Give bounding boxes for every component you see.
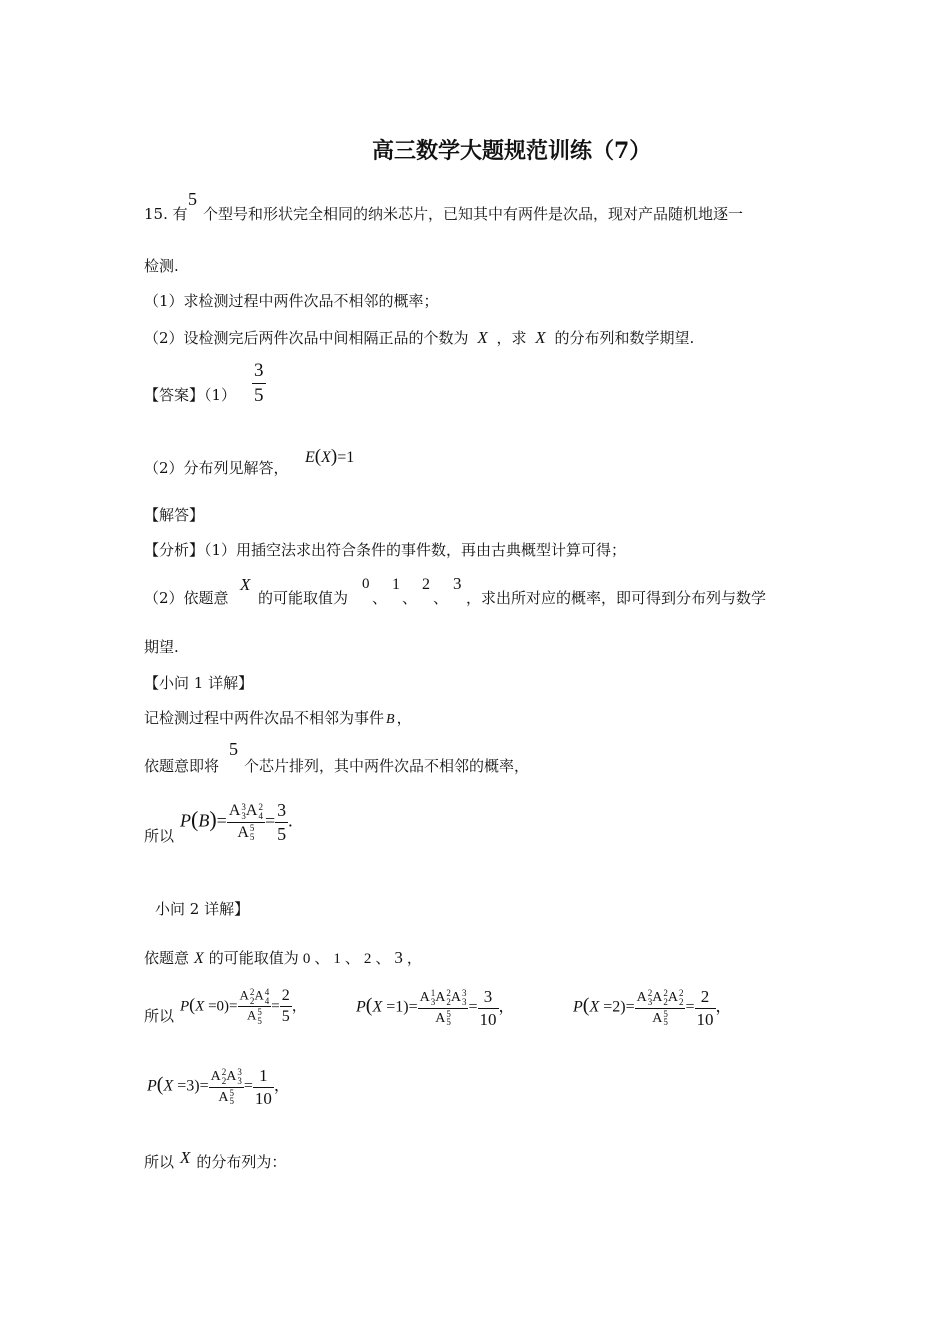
fraction-numerator: 3 (275, 800, 288, 823)
math-x: X (477, 328, 488, 347)
question-part2-text-b: ，求 (496, 329, 527, 347)
probability-x1: P(X =1)= A 1 3 A 2 2 A 3 3 A 5 5 = $\frac{3}{10}$ ， (356, 987, 515, 1029)
fraction-numerator: 2 (280, 987, 292, 1007)
question-text-line1: 个型号和形状完全相同的纳米芯片，已知其中有两件是次品，现对产品随机地逐一 (203, 205, 744, 223)
fraction-numerator: 3 (478, 987, 499, 1009)
paren: ) (330, 446, 338, 467)
math-value: =1 (337, 449, 355, 466)
page-title: 高三数学大题规范训练（7） (372, 138, 652, 164)
dist-text: 的分布列为： (196, 1153, 287, 1171)
probability-x0: P(X =0)= A 2 2 A 4 4 A 5 5 = $\frac{2}{5}$ ， (180, 987, 307, 1026)
question-text-line2: 检测. (144, 257, 179, 275)
math-x: X (180, 1148, 191, 1167)
answer-part2: （2）分布列见解答， (144, 459, 289, 477)
sub2-text: 的可能取值为 (208, 949, 299, 967)
probability-x3: P(X =3)= A 2 2 A 3 3 A 5 5 = $\frac{1}{10}$ ， (147, 1066, 290, 1108)
analysis-line3: 期望. (144, 638, 179, 656)
separator: 、 (372, 589, 388, 607)
analysis-line2 (144, 591, 229, 606)
math-p: P (180, 810, 191, 831)
dist-text: 所以 (144, 1153, 175, 1171)
value-2: 2 (422, 576, 430, 593)
subquestion1-label: 【小问 1 详解】 (144, 674, 254, 692)
fraction-denominator: 5 (254, 384, 264, 406)
fraction-numerator: 1 (253, 1066, 274, 1088)
fraction-denominator: 10 (254, 1088, 272, 1108)
sub1-text: 记检测过程中两件次品不相邻为事件 (144, 709, 385, 727)
sub2-text: 依题意 (144, 949, 190, 967)
fraction-denominator: 10 (479, 1009, 497, 1029)
analysis-text: ，求出所对应的概率，即可得到分布列与数学 (466, 589, 767, 607)
sub1-line1 (144, 711, 412, 727)
sub1-so: 所以 (144, 827, 175, 845)
value-0: 0 (362, 576, 370, 592)
question-part2-text-c: 的分布列和数学期望. (554, 329, 695, 347)
answer-fraction (252, 360, 266, 407)
fraction-denominator: 10 (696, 1009, 714, 1029)
analysis-text: （2）依题意 (144, 589, 229, 607)
value-1: 1 (333, 951, 341, 967)
sub2-line1: 依题意 X 的可能取值为 0 、 1 、 2 、 3 ， (144, 948, 422, 967)
value-0: 0 (302, 951, 311, 967)
value-1: 1 (392, 576, 400, 593)
math-five: 5 (229, 739, 238, 759)
question-part2 (144, 329, 694, 346)
analysis-line1: 【分析】（1）用插空法求出符合条件的事件数，再由古典概型计算可得； (144, 541, 627, 559)
solution-label: 【解答】 (144, 506, 205, 524)
separator: 、 (402, 589, 418, 607)
math-x: X (194, 950, 204, 967)
fraction-numerator: 3 (252, 360, 266, 384)
math-x: X (240, 575, 251, 594)
math-e: E (305, 449, 315, 466)
fraction-denominator: 5 (277, 823, 287, 844)
answer-label: 【答案】（1） (144, 386, 237, 404)
value-3: 3 (394, 948, 403, 967)
math-b: B (386, 712, 395, 727)
distribution-line (144, 1148, 287, 1171)
probability-x2: P(X =2)= A 2 3 A 2 2 A 2 2 A 5 5 = $\frac{2}{10}$ ， (573, 987, 732, 1029)
math-x: X (321, 449, 331, 466)
analysis-text: 的可能取值为 (258, 589, 349, 607)
fraction-numerator: 2 (695, 987, 716, 1009)
sub1-comma: ， (396, 709, 412, 727)
expectation-formula (305, 447, 354, 466)
value-2: 2 (363, 951, 372, 967)
probability-formula-b: P(B)= A 3 3 A 2 4 A 5 5 = $\frac{3}{5}$ . (180, 800, 293, 844)
value-3: 3 (453, 574, 462, 593)
question-part1: （1）求检测过程中两件次品不相邻的概率； (144, 292, 439, 310)
sub1-line2a: 依题意即将 (144, 757, 220, 775)
subquestion2-label: 小问 2 详解】 (155, 900, 250, 918)
separator: 、 (433, 589, 449, 607)
paren: ( (314, 446, 322, 467)
so-text: 所以 (144, 1007, 175, 1025)
math-x: X (535, 328, 546, 347)
question-number: 15. 有 (144, 205, 188, 223)
question-part2-text-a: （2）设检测完后两件次品中间相隔正品的个数为 (144, 329, 469, 347)
sub1-line2b: 个芯片排列，其中两件次品不相邻的概率， (244, 757, 530, 775)
math-five: 5 (188, 189, 197, 209)
fraction-denominator: 5 (281, 1008, 290, 1026)
